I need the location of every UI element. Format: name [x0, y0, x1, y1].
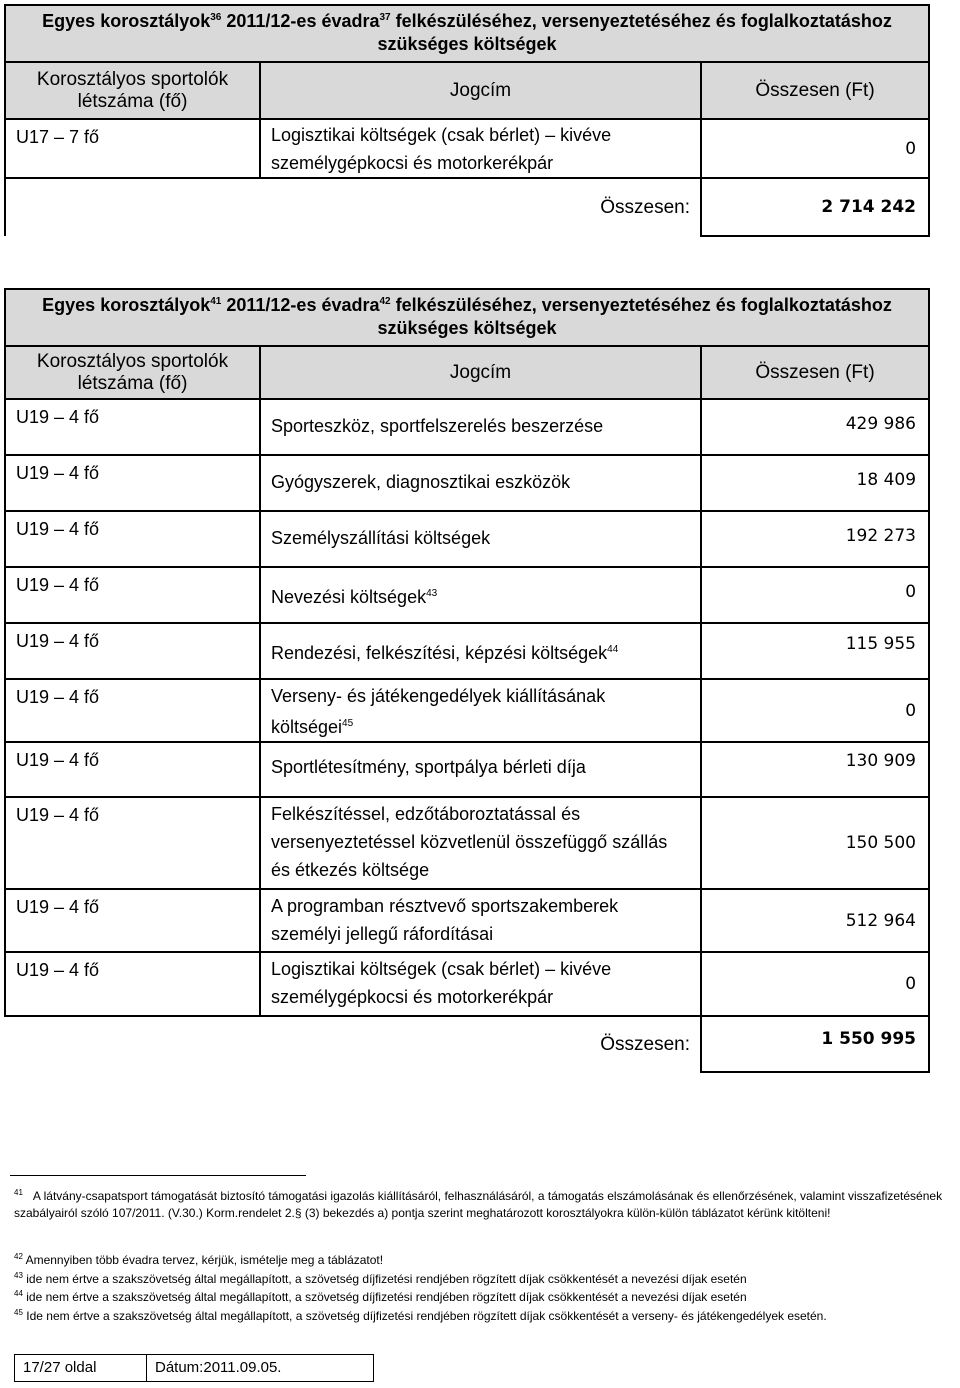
- athlete-count: U19 – 4 fő: [5, 952, 260, 1016]
- column-header-count: Korosztályos sportolók létszáma (fő): [5, 346, 260, 399]
- table-title: Egyes korosztályok$^{41}$ 2011/12-es évadra$^{42}$ felkészüléséhez, versenyeztetéséhez és foglalkoztatáshoz szükséges költségek: [5, 289, 929, 346]
- total-value: 2 714 242: [701, 178, 929, 236]
- cost-table-u17: [4, 4, 930, 237]
- column-header-jogcim: Jogcím: [260, 346, 701, 399]
- table-row: [5, 455, 929, 511]
- column-header-total: Összesen (Ft): [701, 62, 929, 119]
- footnote-42: $^{42}$ Amennyiben több évadra tervez, kérjük, ismételje meg a táblázatot!: [14, 1252, 384, 1267]
- total-label: Összesen:: [260, 1016, 701, 1072]
- document-date: Dátum:2011.09.05.: [147, 1354, 374, 1382]
- cost-item: Verseny- és játékengedélyek kiállításának költségei$^{45}$: [260, 679, 701, 742]
- athlete-count: U17 – 7 fő: [5, 119, 260, 178]
- athlete-count: U19 – 4 fő: [5, 797, 260, 889]
- table-title: Egyes korosztályok$^{36}$ 2011/12-es évadra$^{37}$ felkészüléséhez, versenyeztetéséhez és foglalkoztatáshoz szükséges költségek: [5, 5, 929, 62]
- cost-table-u19: [4, 288, 930, 1073]
- cost-amount: 0: [701, 119, 929, 178]
- column-header-jogcim: Jogcím: [260, 62, 701, 119]
- cost-item: Logisztikai költségek (csak bérlet) – kivéve személygépkocsi és motorkerékpár: [260, 952, 701, 1016]
- table-row: [5, 511, 929, 567]
- cost-item: Logisztikai költségek (csak bérlet) – kivéve személygépkocsi és motorkerékpár: [260, 119, 701, 178]
- footnote-41: $^{41}$ A látvány-csapatsport támogatását biztosító támogatási igazolás kiállításáról, felhasználásáról, a támogatás elszámolásának és ellenőrzésének, valamint visszafizetésének szabályairól szóló 107/2011. (V.30.) Korm.rendelet 2.§ (3) bekezdés a) pontja szerint meghatározott korosztályokra külön-külön táblázatot kérünk kitölteni!: [14, 1188, 943, 1220]
- page-footer: [14, 1354, 374, 1382]
- cost-amount: 512 964: [701, 889, 929, 952]
- athlete-count: U19 – 4 fő: [5, 511, 260, 567]
- table-row: [5, 797, 929, 889]
- table-row: [5, 399, 929, 455]
- athlete-count: U19 – 4 fő: [5, 399, 260, 455]
- athlete-count: U19 – 4 fő: [5, 567, 260, 623]
- cost-amount: 429 986: [701, 399, 929, 455]
- cost-amount: 0: [701, 679, 929, 742]
- cost-amount: 192 273: [701, 511, 929, 567]
- column-header-total: Összesen (Ft): [701, 346, 929, 399]
- table-row: [5, 623, 929, 679]
- cost-item: Sporteszköz, sportfelszerelés beszerzése: [260, 399, 701, 455]
- cost-item: Személyszállítási költségek: [260, 511, 701, 567]
- cost-amount: 115 955: [701, 623, 929, 679]
- total-label: Összesen:: [260, 178, 701, 236]
- cost-item: A programban résztvevő sportszakemberek személyi jellegű ráfordításai: [260, 889, 701, 952]
- footnote-44: $^{44}$ ide nem értve a szakszövetség által megállapított, a szövetség díjfizetési rendjében rögzített díjak csökkentését a nevezési díjak esetén: [14, 1289, 747, 1304]
- footnote-43: $^{43}$ ide nem értve a szakszövetség által megállapított, a szövetség díjfizetési rendjében rögzített díjak csökkentését a nevezési díjak esetén: [14, 1271, 747, 1286]
- cost-amount: 18 409: [701, 455, 929, 511]
- athlete-count: U19 – 4 fő: [5, 623, 260, 679]
- table-row: [5, 889, 929, 952]
- total-value: 1 550 995: [701, 1016, 929, 1072]
- cost-amount: 150 500: [701, 797, 929, 889]
- footnote-45: $^{45}$ Ide nem értve a szakszövetség által megállapított, a szövetség díjfizetési rendjében rögzített díjak csökkentését a verseny- és játékengedélyek esetén.: [14, 1308, 827, 1323]
- cost-amount: 0: [701, 567, 929, 623]
- athlete-count: U19 – 4 fő: [5, 889, 260, 952]
- table-row: [5, 119, 929, 178]
- cost-item: Felkészítéssel, edzőtáboroztatással és versenyeztetéssel közvetlenül összefüggő szállás és étkezés költsége: [260, 797, 701, 889]
- cost-amount: 130 909: [701, 742, 929, 797]
- column-header-count: Korosztályos sportolók létszáma (fő): [5, 62, 260, 119]
- athlete-count: U19 – 4 fő: [5, 455, 260, 511]
- table-row: [5, 742, 929, 797]
- cost-item: Sportlétesítmény, sportpálya bérleti díja: [260, 742, 701, 797]
- cost-item: Rendezési, felkészítési, képzési költségek$^{44}$: [260, 623, 701, 679]
- footnote-separator: [10, 1175, 306, 1176]
- cost-item: Gyógyszerek, diagnosztikai eszközök: [260, 455, 701, 511]
- athlete-count: U19 – 4 fő: [5, 742, 260, 797]
- cost-item: Nevezési költségek$^{43}$: [260, 567, 701, 623]
- table-row: [5, 952, 929, 1016]
- table-row: [5, 567, 929, 623]
- athlete-count: U19 – 4 fő: [5, 679, 260, 742]
- cost-amount: 0: [701, 952, 929, 1016]
- table-row: [5, 679, 929, 742]
- page-number: 17/27 oldal: [14, 1354, 147, 1382]
